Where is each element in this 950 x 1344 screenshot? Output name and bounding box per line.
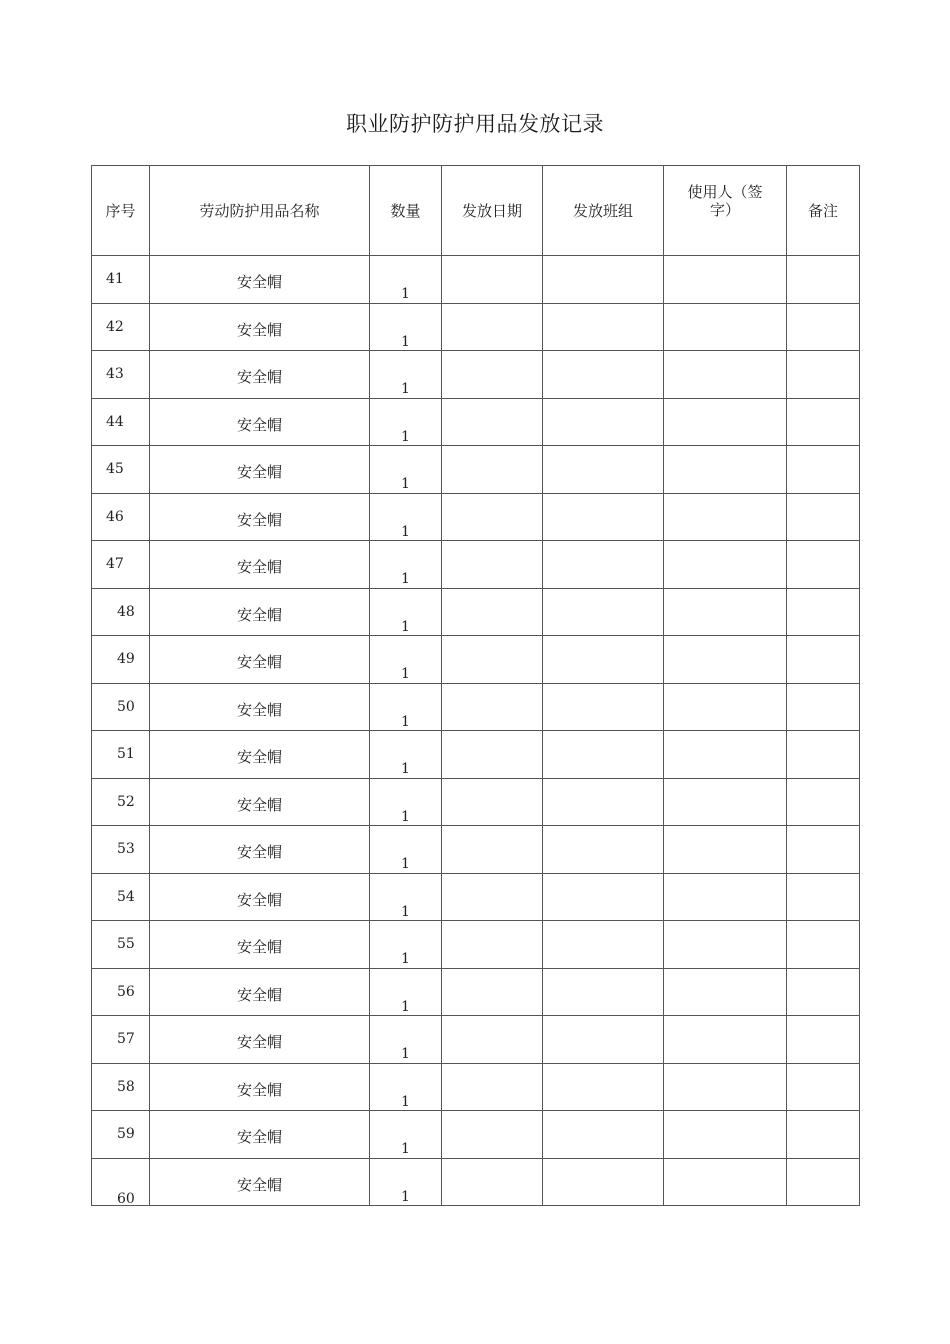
cell-name: [150, 256, 370, 304]
header-name: 劳动防护用品名称: [150, 166, 370, 256]
cell-user-signature: [664, 778, 787, 826]
cell-remark: [787, 683, 860, 731]
cell-team: [543, 256, 664, 304]
cell-name: [150, 1158, 370, 1206]
cell-seq-text: 55: [117, 936, 135, 952]
header-user-cell: [664, 166, 787, 256]
cell-remark: [787, 446, 860, 494]
cell-qty-text: 1: [401, 1141, 410, 1157]
cell-seq: [92, 1016, 150, 1064]
cell-name: [150, 1016, 370, 1064]
cell-qty: [370, 1158, 442, 1206]
table-row: [92, 778, 860, 826]
table-row: [92, 1158, 860, 1206]
cell-date: [442, 588, 543, 636]
cell-name-text: 安全帽: [236, 415, 282, 434]
cell-remark: [787, 968, 860, 1016]
cell-name-text: 安全帽: [236, 605, 282, 624]
cell-seq: [92, 541, 150, 589]
cell-team: [543, 636, 664, 684]
cell-seq-text: 52: [117, 793, 135, 810]
cell-name-text: 安全帽: [236, 463, 282, 481]
distribution-record-table: [91, 165, 860, 1206]
cell-seq: [92, 351, 150, 399]
cell-remark: [787, 588, 860, 636]
cell-seq: [92, 826, 150, 874]
cell-qty-text: 1: [401, 428, 410, 445]
cell-name-text: 安全帽: [236, 748, 282, 766]
header-remark: 备注: [787, 166, 860, 256]
cell-team: [543, 731, 664, 779]
cell-qty: [370, 1016, 442, 1064]
cell-seq-text: 58: [117, 1078, 135, 1095]
cell-qty-text: 1: [401, 1093, 410, 1110]
cell-name-text: 安全帽: [236, 558, 282, 576]
cell-qty-text: 1: [401, 523, 410, 540]
header-seq: 序号: [92, 166, 150, 256]
cell-user-signature: [664, 873, 787, 921]
cell-seq: [92, 1158, 150, 1206]
cell-qty: [370, 1063, 442, 1111]
cell-seq: [92, 1111, 150, 1159]
cell-name: [150, 446, 370, 494]
cell-seq-text: 60: [117, 1190, 135, 1206]
cell-date: [442, 1063, 543, 1111]
cell-seq: [92, 873, 150, 921]
cell-date: [442, 968, 543, 1016]
table-row: [92, 968, 860, 1016]
cell-team: [543, 873, 664, 921]
cell-date: [442, 1158, 543, 1206]
table-header-row: [92, 166, 860, 256]
cell-team: [543, 826, 664, 874]
cell-name: [150, 1063, 370, 1111]
cell-qty-text: 1: [401, 286, 410, 302]
cell-qty: [370, 398, 442, 446]
cell-seq-text: 49: [117, 651, 135, 667]
cell-date: [442, 351, 543, 399]
cell-team: [543, 398, 664, 446]
cell-qty-text: 1: [401, 856, 410, 872]
cell-name-text: 安全帽: [236, 795, 282, 814]
cell-seq: [92, 256, 150, 304]
cell-name: [150, 303, 370, 351]
cell-qty: [370, 636, 442, 684]
cell-user-signature: [664, 731, 787, 779]
cell-seq-text: 42: [106, 318, 124, 335]
cell-qty-text: 1: [401, 333, 410, 350]
cell-team: [543, 1158, 664, 1206]
cell-user-signature: [664, 351, 787, 399]
cell-name: [150, 683, 370, 731]
cell-qty: [370, 493, 442, 541]
cell-qty: [370, 683, 442, 731]
cell-name-text: 安全帽: [236, 510, 282, 529]
cell-seq-text: 57: [117, 1031, 135, 1047]
cell-name: [150, 873, 370, 921]
cell-seq: [92, 398, 150, 446]
cell-seq-text: 50: [117, 698, 135, 715]
cell-seq-text: 41: [106, 271, 124, 287]
cell-remark: [787, 1111, 860, 1159]
table-row: [92, 731, 860, 779]
cell-name-text: 安全帽: [236, 1033, 282, 1051]
cell-name-text: 安全帽: [236, 1080, 282, 1099]
cell-team: [543, 1016, 664, 1064]
cell-seq: [92, 731, 150, 779]
cell-name: [150, 921, 370, 969]
cell-name: [150, 968, 370, 1016]
cell-seq-text: 53: [117, 841, 135, 857]
cell-team: [543, 541, 664, 589]
cell-remark: [787, 493, 860, 541]
cell-user-signature: [664, 446, 787, 494]
table-row: [92, 1063, 860, 1111]
cell-seq: [92, 303, 150, 351]
table-row: [92, 1016, 860, 1064]
cell-team: [543, 1063, 664, 1111]
cell-date: [442, 636, 543, 684]
cell-team: [543, 683, 664, 731]
table-row: [92, 446, 860, 494]
table-row: [92, 256, 860, 304]
cell-team: [543, 968, 664, 1016]
cell-name: [150, 826, 370, 874]
cell-seq-text: 43: [106, 366, 124, 382]
cell-date: [442, 731, 543, 779]
cell-team: [543, 351, 664, 399]
cell-date: [442, 303, 543, 351]
cell-name: [150, 778, 370, 826]
cell-seq-text: 46: [106, 508, 124, 525]
cell-seq-text: 45: [106, 461, 124, 477]
cell-user-signature: [664, 303, 787, 351]
cell-team: [543, 1111, 664, 1159]
cell-date: [442, 1016, 543, 1064]
cell-date: [442, 541, 543, 589]
header-user: 使用人（签字）: [687, 183, 763, 219]
cell-seq: [92, 921, 150, 969]
cell-qty-text: 1: [401, 571, 410, 587]
cell-qty-text: 1: [401, 713, 410, 730]
cell-name-text: 安全帽: [236, 320, 282, 339]
cell-date: [442, 256, 543, 304]
cell-remark: [787, 873, 860, 921]
cell-remark: [787, 256, 860, 304]
cell-user-signature: [664, 1016, 787, 1064]
cell-name-text: 安全帽: [236, 368, 282, 386]
cell-qty: [370, 778, 442, 826]
cell-user-signature: [664, 588, 787, 636]
cell-name-text: 安全帽: [236, 1175, 282, 1194]
cell-qty-text: 1: [401, 1046, 410, 1062]
cell-qty-text: 1: [401, 618, 410, 635]
cell-qty: [370, 1111, 442, 1159]
cell-name: [150, 493, 370, 541]
cell-date: [442, 398, 543, 446]
cell-seq-text: 47: [106, 556, 124, 572]
cell-seq: [92, 588, 150, 636]
table-row: [92, 1111, 860, 1159]
cell-remark: [787, 1016, 860, 1064]
cell-date: [442, 493, 543, 541]
cell-date: [442, 683, 543, 731]
cell-user-signature: [664, 1158, 787, 1206]
cell-qty-text: 1: [401, 381, 410, 397]
cell-user-signature: [664, 826, 787, 874]
cell-qty-text: 1: [401, 666, 410, 682]
cell-user-signature: [664, 636, 787, 684]
cell-qty: [370, 303, 442, 351]
cell-remark: [787, 303, 860, 351]
cell-qty-text: 1: [401, 1188, 410, 1205]
header-qty: 数量: [370, 166, 442, 256]
cell-seq-text: 51: [117, 746, 135, 762]
table-row: [92, 683, 860, 731]
cell-seq: [92, 1063, 150, 1111]
table-row: [92, 636, 860, 684]
cell-name-text: 安全帽: [236, 938, 282, 956]
table-row: [92, 398, 860, 446]
cell-name: [150, 636, 370, 684]
cell-qty: [370, 541, 442, 589]
cell-date: [442, 873, 543, 921]
cell-name: [150, 351, 370, 399]
cell-qty-text: 1: [401, 903, 410, 920]
cell-qty: [370, 921, 442, 969]
cell-qty: [370, 588, 442, 636]
cell-seq: [92, 493, 150, 541]
cell-remark: [787, 778, 860, 826]
cell-qty: [370, 968, 442, 1016]
cell-qty: [370, 351, 442, 399]
cell-name-text: 安全帽: [236, 273, 282, 291]
cell-qty: [370, 256, 442, 304]
header-date: 发放日期: [442, 166, 543, 256]
cell-name: [150, 541, 370, 589]
cell-seq: [92, 683, 150, 731]
cell-seq-text: 48: [117, 603, 135, 620]
cell-seq: [92, 778, 150, 826]
cell-user-signature: [664, 493, 787, 541]
cell-seq-text: 54: [117, 888, 135, 905]
cell-date: [442, 446, 543, 494]
cell-user-signature: [664, 1063, 787, 1111]
cell-qty: [370, 731, 442, 779]
cell-user-signature: [664, 921, 787, 969]
table-row: [92, 303, 860, 351]
cell-user-signature: [664, 1111, 787, 1159]
cell-remark: [787, 398, 860, 446]
page-title: 职业防护防护用品发放记录: [346, 112, 604, 136]
cell-qty-text: 1: [401, 951, 410, 967]
cell-seq: [92, 968, 150, 1016]
table-row: [92, 493, 860, 541]
table-row: [92, 588, 860, 636]
cell-team: [543, 921, 664, 969]
cell-team: [543, 446, 664, 494]
cell-team: [543, 778, 664, 826]
cell-seq-text: 59: [117, 1126, 135, 1142]
cell-seq-text: 44: [106, 413, 124, 430]
cell-user-signature: [664, 398, 787, 446]
cell-name-text: 安全帽: [236, 843, 282, 861]
cell-remark: [787, 1158, 860, 1206]
cell-remark: [787, 731, 860, 779]
cell-name-text: 安全帽: [236, 700, 282, 719]
cell-user-signature: [664, 541, 787, 589]
header-team: 发放班组: [543, 166, 664, 256]
cell-name-text: 安全帽: [236, 653, 282, 671]
table-row: [92, 873, 860, 921]
table-row: [92, 541, 860, 589]
cell-seq: [92, 446, 150, 494]
cell-seq: [92, 636, 150, 684]
cell-qty: [370, 446, 442, 494]
table-row: [92, 921, 860, 969]
cell-date: [442, 921, 543, 969]
cell-date: [442, 826, 543, 874]
cell-name-text: 安全帽: [236, 890, 282, 909]
cell-remark: [787, 921, 860, 969]
cell-qty-text: 1: [401, 808, 410, 825]
cell-qty-text: 1: [401, 998, 410, 1015]
cell-date: [442, 778, 543, 826]
table-row: [92, 826, 860, 874]
cell-qty-text: 1: [401, 476, 410, 492]
cell-name: [150, 1111, 370, 1159]
cell-remark: [787, 826, 860, 874]
cell-qty: [370, 873, 442, 921]
cell-name-text: 安全帽: [236, 985, 282, 1004]
cell-team: [543, 588, 664, 636]
cell-name-text: 安全帽: [236, 1128, 282, 1146]
cell-seq-text: 56: [117, 983, 135, 1000]
cell-remark: [787, 541, 860, 589]
cell-user-signature: [664, 256, 787, 304]
cell-remark: [787, 351, 860, 399]
table-row: [92, 351, 860, 399]
cell-qty: [370, 826, 442, 874]
cell-team: [543, 493, 664, 541]
cell-team: [543, 303, 664, 351]
cell-date: [442, 1111, 543, 1159]
cell-name: [150, 731, 370, 779]
cell-name: [150, 588, 370, 636]
cell-user-signature: [664, 683, 787, 731]
cell-remark: [787, 1063, 860, 1111]
cell-remark: [787, 636, 860, 684]
cell-qty-text: 1: [401, 761, 410, 777]
cell-user-signature: [664, 968, 787, 1016]
cell-name: [150, 398, 370, 446]
